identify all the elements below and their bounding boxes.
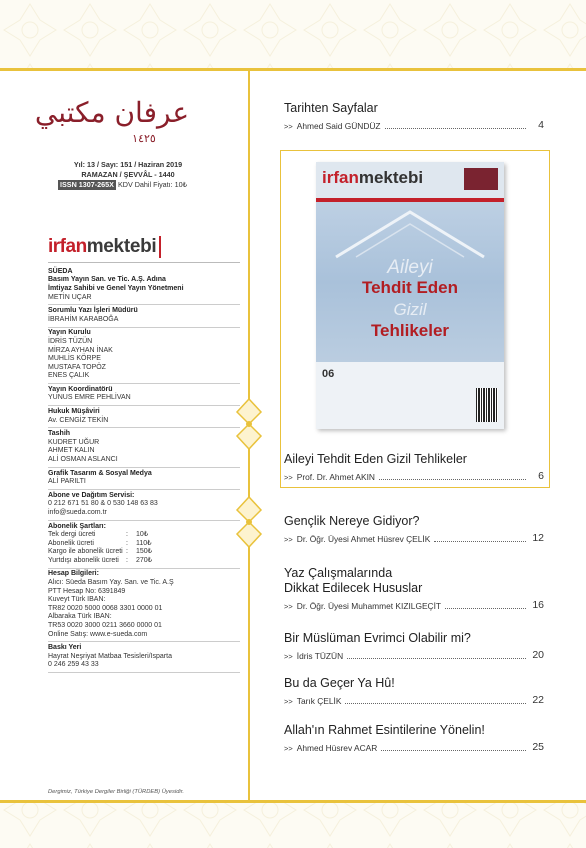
cover-title-line4: Tehlikeler bbox=[370, 321, 450, 340]
brand-underline bbox=[48, 262, 240, 263]
rate-label: Abonelik ücreti bbox=[48, 539, 94, 547]
toc-arrow: >> bbox=[284, 122, 293, 131]
printing-line: 0 246 259 43 33 bbox=[48, 661, 99, 669]
printing-info bbox=[48, 642, 240, 673]
staff-line: KUDRET UĞUR bbox=[48, 438, 100, 446]
toc-author: Tarık ÇELİK bbox=[296, 696, 342, 706]
brand-logo bbox=[48, 232, 161, 258]
toc-page: 6 bbox=[538, 470, 544, 482]
cover-title-line1: Aileyi bbox=[387, 257, 433, 278]
staff-head: Grafik Tasarım & Sosyal Medya bbox=[48, 469, 152, 477]
toc-leader bbox=[347, 658, 526, 659]
issue-line: Yıl: 13 / Sayı: 151 / Haziran 2019 bbox=[73, 160, 183, 169]
staff-group-subscription-service bbox=[48, 490, 240, 521]
toc-leader bbox=[381, 750, 526, 751]
staff-line: Av. CENGİZ TEKİN bbox=[48, 416, 109, 424]
toc-leader bbox=[379, 479, 526, 480]
phone-numbers: 0 212 671 51 80 & 0 530 148 63 83 bbox=[48, 500, 158, 508]
staff-group-coordinator bbox=[48, 384, 240, 406]
toc-entry[interactable] bbox=[284, 514, 544, 544]
toc-title: Bir Müslüman Evrimci Olabilir mi? bbox=[284, 631, 471, 645]
toc-author: İdris TÜZÜN bbox=[296, 651, 344, 661]
toc-page: 25 bbox=[532, 741, 544, 753]
rate-colon: : bbox=[126, 531, 128, 539]
toc-title: Allah'ın Rahmet Esintilerine Yönelin! bbox=[284, 723, 485, 737]
brand-logo-part1: irfan bbox=[48, 236, 87, 257]
staff-group-design bbox=[48, 468, 240, 490]
toc-title: Bu da Geçer Ya Hû! bbox=[284, 676, 395, 690]
toc-title: Aileyi Tehdit Eden Gizil Tehlikeler bbox=[284, 452, 467, 466]
toc-arrow: >> bbox=[284, 473, 293, 482]
staff-line: İDRİS TÜZÜN bbox=[48, 337, 93, 345]
toc-arrow: >> bbox=[284, 602, 293, 611]
account-line: Kuveyt Türk IBAN: bbox=[48, 596, 106, 604]
website-link[interactable]: Online Satış: www.e-sueda.com bbox=[48, 630, 148, 638]
staff-line: ALİ PARILTI bbox=[48, 478, 86, 486]
toc-title: Gençlik Nereye Gidiyor? bbox=[284, 514, 420, 528]
price-label: KDV Dahil Fiyatı: 10₺ bbox=[117, 180, 188, 189]
staff-line: YUNUS EMRE PEHLİVAN bbox=[48, 394, 131, 402]
staff-group-publisher bbox=[48, 266, 240, 305]
account-line: TR82 0020 5000 0068 3301 0000 01 bbox=[48, 604, 163, 612]
toc-entry[interactable] bbox=[284, 676, 544, 706]
rate-value: 270₺ bbox=[136, 556, 153, 564]
cover-logo: irfanmektebi bbox=[322, 168, 424, 187]
staff-head: SÜEDA bbox=[48, 267, 73, 275]
staff-line: MİRZA AYHAN İNAK bbox=[48, 346, 113, 354]
staff-head: Yayın Kurulu bbox=[48, 329, 91, 337]
barcode-icon bbox=[476, 388, 498, 422]
footnote: Dergimiz, Türkiye Dergiler Birliği (TÜRDEB) Üyesidir. bbox=[48, 789, 185, 795]
toc-page: 12 bbox=[532, 532, 544, 544]
rate-label: Yurtdışı abonelik ücreti bbox=[48, 556, 119, 564]
staff-credits bbox=[48, 266, 240, 673]
staff-line: MUHLİS KÖRPE bbox=[48, 355, 101, 363]
staff-line: AHMET KALIN bbox=[48, 447, 95, 455]
staff-head: Abone ve Dağıtım Servisi: bbox=[48, 491, 135, 499]
issn-badge: ISSN 1307-265X bbox=[60, 180, 114, 189]
toc-author: Dr. Öğr. Üyesi Ahmet Hüsrev ÇELİK bbox=[296, 534, 431, 544]
account-line: PTT Hesap No: 6391849 bbox=[48, 587, 126, 595]
rate-value: 110₺ bbox=[136, 539, 152, 547]
cover-title-line3: Gizil bbox=[393, 300, 427, 319]
toc-leader bbox=[445, 608, 526, 609]
staff-head: Abonelik Şartları: bbox=[48, 522, 106, 530]
brand-logo-part2: mektebi bbox=[86, 236, 157, 257]
cover-title-line2: Tehdit Eden bbox=[361, 278, 458, 297]
staff-head: Hesap Bilgileri: bbox=[48, 570, 99, 578]
rate-colon: : bbox=[126, 556, 128, 564]
bottom-gold-rule bbox=[0, 800, 586, 803]
subscription-rates bbox=[48, 521, 240, 569]
account-line: Albaraka Türk IBAN: bbox=[48, 613, 112, 621]
toc-entry[interactable] bbox=[284, 452, 544, 482]
staff-group-legal bbox=[48, 406, 240, 428]
svg-text:١٤٢٥: ١٤٢٥ bbox=[132, 132, 156, 145]
toc-author: Ahmed Said GÜNDÜZ bbox=[296, 121, 381, 131]
email-address: info@sueda.com.tr bbox=[48, 508, 107, 516]
arabic-logo bbox=[34, 88, 190, 148]
rate-value: 10₺ bbox=[136, 531, 149, 539]
staff-line: İBRAHİM KARABOĞA bbox=[48, 315, 119, 323]
staff-head: Hukuk Müşâviri bbox=[48, 408, 100, 416]
toc-author: Dr. Öğr. Üyesi Muhammet KIZILGEÇİT bbox=[296, 601, 442, 611]
staff-group-board bbox=[48, 328, 240, 385]
account-line: Alıcı: Süeda Basım Yay. San. ve Tic. A.Ş bbox=[48, 579, 174, 587]
svg-text:عرفان مكتبي: عرفان مكتبي bbox=[34, 96, 190, 129]
toc-title: Tarihten Sayfalar bbox=[284, 101, 378, 115]
staff-line: İmtiyaz Sahibi ve Genel Yayın Yönetmeni bbox=[48, 284, 184, 292]
hijri-line: RAMAZAN / ŞEVVÂL - 1440 bbox=[81, 170, 175, 179]
toc-leader bbox=[345, 703, 526, 704]
toc-entry[interactable] bbox=[284, 566, 544, 611]
staff-head: Tashih bbox=[48, 430, 71, 438]
toc-arrow: >> bbox=[284, 652, 293, 661]
rate-colon: : bbox=[126, 548, 128, 556]
toc-page: 22 bbox=[532, 694, 544, 706]
toc-arrow: >> bbox=[284, 744, 293, 753]
toc-leader bbox=[434, 541, 526, 542]
staff-group-editor bbox=[48, 305, 240, 327]
cover-image bbox=[316, 162, 504, 429]
staff-line: METİN UÇAR bbox=[48, 293, 92, 301]
brand-logo-bar bbox=[159, 236, 161, 258]
toc-entry[interactable] bbox=[284, 101, 544, 131]
staff-group-proofreading bbox=[48, 428, 240, 467]
toc-arrow: >> bbox=[284, 697, 293, 706]
toc-page: 20 bbox=[532, 649, 544, 661]
toc-entry[interactable] bbox=[284, 723, 544, 753]
top-gold-rule bbox=[0, 68, 586, 71]
toc-entry[interactable] bbox=[284, 631, 544, 661]
account-line: TR53 0020 3000 0211 3660 0000 01 bbox=[48, 622, 162, 630]
toc-page: 16 bbox=[532, 599, 544, 611]
toc-arrow: >> bbox=[284, 535, 293, 544]
staff-head: Baskı Yeri bbox=[48, 644, 82, 652]
toc-title-line2: Dikkat Edilecek Hususlar bbox=[284, 581, 423, 595]
account-info bbox=[48, 569, 240, 643]
cover-roof-icon bbox=[316, 202, 504, 262]
rate-label: Kargo ile abonelik ücreti bbox=[48, 548, 123, 556]
cover-number: 06 bbox=[322, 368, 335, 380]
staff-line: Basım Yayın San. ve Tic. A.Ş. Adına bbox=[48, 276, 166, 284]
toc-page: 4 bbox=[538, 119, 544, 131]
toc-title: Yaz Çalışmalarında bbox=[284, 566, 393, 580]
cover-arabic-badge bbox=[464, 168, 498, 190]
staff-line: MUSTAFA TOPÖZ bbox=[48, 363, 106, 371]
rate-label: Tek dergi ücreti bbox=[48, 531, 96, 539]
toc-author: Prof. Dr. Ahmet AKIN bbox=[296, 472, 375, 482]
staff-line: ENES ÇALIK bbox=[48, 372, 90, 380]
staff-line: ALİ OSMAN ASLANCI bbox=[48, 456, 118, 463]
rate-value: 150₺ bbox=[136, 548, 153, 556]
staff-head: Sorumlu Yazı İşleri Müdürü bbox=[48, 307, 138, 315]
toc-leader bbox=[385, 128, 526, 129]
printing-line: Hayrat Neşriyat Matbaa Tesisleri/Isparta bbox=[48, 652, 172, 660]
toc-author: Ahmed Hüsrev ACAR bbox=[296, 743, 378, 753]
staff-head: Yayın Koordinatörü bbox=[48, 385, 113, 393]
issue-meta bbox=[58, 160, 198, 190]
rate-colon: : bbox=[126, 539, 128, 547]
